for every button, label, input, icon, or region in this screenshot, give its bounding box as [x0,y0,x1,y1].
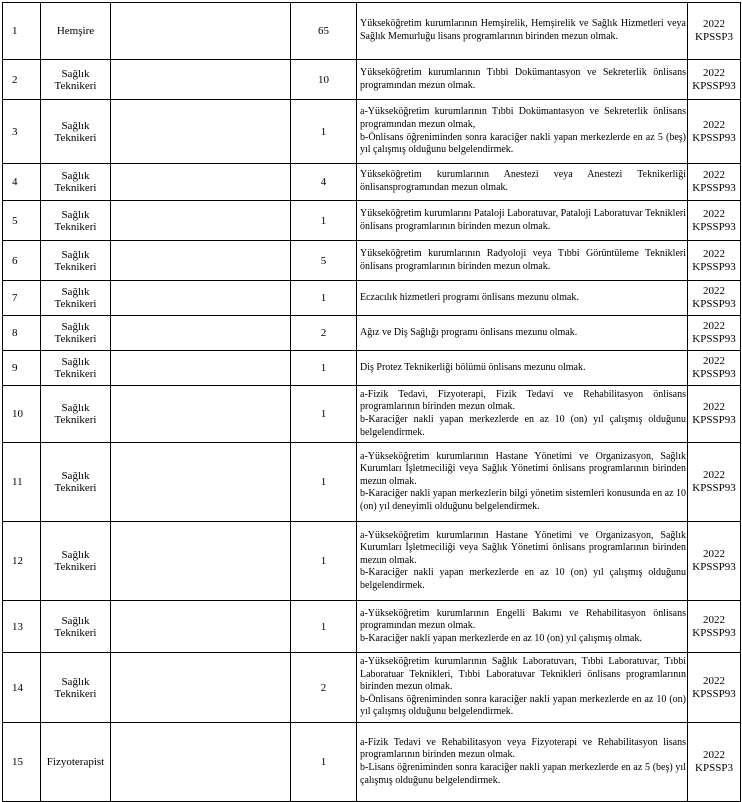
exam-type: KPSSP93 [692,333,736,345]
requirements-cell [357,60,688,100]
table-row [3,443,741,522]
position-table [2,2,741,802]
position-count-cell: 2 [291,653,357,723]
exam-year: 2022 [703,320,725,333]
exam-year: 2022 [703,118,725,131]
requirement-text: b-Karaciğer nakli yapan merkezlerde en az 10 (on) yıl çalışmış olduğunu belgelendirmek. [360,567,686,591]
position-title-cell: Sağlık Teknikeri [41,281,111,316]
blank-cell [111,281,291,316]
requirements-cell [357,201,688,241]
exam-reference-cell [688,100,741,164]
position-count-cell: 65 [291,3,357,60]
exam-reference-cell [688,522,741,601]
requirement-text: Eczacılık hizmetleri programı önlisans mezunu olmak. [360,291,579,303]
requirement-text: a-Yükseköğretim kurumlarının Hastane Yönetimi ve Organizasyon, Sağlık Kurumları İşletmeciliği veya Sağlık Yönetimi önlisans programlarının birinden mezun olmak. [360,450,686,487]
position-title-cell: Sağlık Teknikeri [41,100,111,164]
position-count-cell: 1 [291,601,357,653]
requirement-text: b-Karaciğer nakli yapan merkezlerin bilgi yönetim sistemleri konusunda en az 10 (on) yıl deneyimli olduğunu belgelendirmek. [360,488,687,512]
exam-type: KPSSP93 [692,687,736,700]
table-row [3,201,741,241]
position-count-cell: 2 [291,316,357,351]
position-title-cell: Sağlık Teknikeri [41,386,111,443]
position-count-cell: 1 [291,100,357,164]
exam-type: KPSSP93 [692,220,736,233]
blank-cell [111,601,291,653]
requirement-text: Yükseköğretim kurumlarının Hemşirelik, Hemşirelik ve Sağlık Hizmetleri veya Sağlık Memurluğu lisans programlarının birinden mezun olmak. [360,18,686,42]
requirement-text: Ağız ve Diş Sağlığı programı önlisans mezunu olmak. [360,326,578,338]
position-title-cell: Fizyoterapist [41,723,111,802]
row-number-cell: 4 [3,164,41,201]
requirements-cell [357,3,688,60]
position-count-cell: 1 [291,522,357,601]
blank-cell [111,522,291,601]
blank-cell [111,3,291,60]
requirement-text: Yükseköğretim kurumlarını Pataloji Laboratuvar, Pataloji Laboratuvar Teknikleri önlisans programlarının birinden mezun olmak. [360,207,686,232]
position-count-cell: 1 [291,443,357,522]
position-title-cell: Sağlık Teknikeri [41,164,111,201]
exam-year: 2022 [703,285,725,298]
row-number-cell: 6 [3,241,41,281]
exam-reference-cell [688,723,741,802]
row-number-cell: 13 [3,601,41,653]
row-number-cell: 15 [3,723,41,802]
exam-type: KPSSP93 [692,626,736,639]
requirement-text: b-Karaciğer nakli yapan merkezlerde en az 10 (on) yıl çalışmış olduğunu belgelendirmek. [360,414,686,438]
requirement-text: Yükseköğretim kurumlarının Radyoloji veya Tıbbi Görüntüleme Teknikleri önlisans programlarının birinden mezun olmak. [360,247,686,272]
exam-year: 2022 [703,401,725,414]
table-row [3,386,741,443]
position-title-cell: Sağlık Teknikeri [41,522,111,601]
blank-cell [111,386,291,443]
requirement-text: a-Yükseköğretim kurumlarının Tıbbi Dokümantasyon ve Sekreterlik önlisans programından mezun olmak, [360,106,686,130]
exam-reference-cell [688,351,741,386]
exam-type: KPSSP93 [692,482,736,494]
requirement-text: a-Yükseköğretim kurumlarının Sağlık Laboratuvarı, Tıbbi Laboratuvar, Tıbbi Laboratuar Teknikleri, Tıbbi Laboratuvar Teknikleri önlisans programlarının birinden mezun olmak. [360,656,686,693]
exam-reference-cell [688,443,741,522]
position-count-cell: 10 [291,60,357,100]
row-number-cell: 12 [3,522,41,601]
table-row [3,723,741,802]
blank-cell [111,653,291,723]
table-row [3,100,741,164]
exam-year: 2022 [703,169,725,182]
requirements-cell [357,100,688,164]
requirement-text: a-Yükseköğretim kurumlarının Hastane Yönetimi ve Organizasyon, Sağlık Kurumları İşletmeciliği veya Sağlık Yönetimi önlisans programlarının birinden mezun olmak. [360,529,686,566]
exam-type: KPSSP93 [692,298,736,310]
exam-year: 2022 [703,247,725,260]
exam-year: 2022 [703,207,725,220]
table-row [3,281,741,316]
requirement-text: Yükseköğretim kurumlarının Tıbbi Dokümantasyon ve Sekreterlik önlisans programından mezun olmak. [360,66,686,91]
table-row [3,60,741,100]
blank-cell [111,100,291,164]
requirements-cell [357,164,688,201]
requirements-cell [357,443,688,522]
exam-reference-cell [688,201,741,241]
requirement-text: a-Fizik Tedavi ve Rehabilitasyon veya Fizyoterapi ve Rehabilitasyon lisans programlarının birinden mezun olmak. [360,736,686,761]
requirements-cell [357,653,688,723]
table-row [3,164,741,201]
blank-cell [111,241,291,281]
position-title-cell: Hemşire [41,3,111,60]
exam-year: 2022 [703,469,725,482]
requirement-text: Yükseköğretim kurumlarının Anestezi veya Anestezi Teknikerliği önlisansprogramından mezun olmak. [360,169,686,193]
requirement-text: b-Önlisans öğreniminden sonra karaciğer nakli yapan merkezlerde en az 10 (on) yıl çalışmış olduğunu belgelendirmek. [360,693,686,718]
requirement-text: a-Yükseköğretim kurumlarının Engelli Bakımı ve Rehabilitasyon önlisans programından mezun olmak. [360,607,686,632]
table-row [3,522,741,601]
blank-cell [111,443,291,522]
requirement-text: b-Önlisans öğreniminden sonra karaciğer nakli yapan merkezlerde en az 5 (beş) yıl çalışmış olduğunu belgelendirmek. [360,131,686,156]
row-number-cell: 9 [3,351,41,386]
exam-type: KPSSP3 [695,31,733,43]
requirements-cell [357,281,688,316]
requirements-cell [357,351,688,386]
exam-type: KPSSP93 [692,131,736,144]
row-number-cell: 7 [3,281,41,316]
position-count-cell: 5 [291,241,357,281]
exam-reference-cell [688,601,741,653]
row-number-cell: 14 [3,653,41,723]
row-number-cell: 5 [3,201,41,241]
position-title-cell: Sağlık Teknikeri [41,601,111,653]
exam-type: KPSSP93 [692,260,736,273]
exam-type: KPSSP93 [692,561,736,573]
position-count-cell: 1 [291,201,357,241]
position-count-cell: 1 [291,281,357,316]
position-count-cell: 4 [291,164,357,201]
requirements-cell [357,601,688,653]
exam-reference-cell [688,3,741,60]
requirements-cell [357,522,688,601]
exam-reference-cell [688,164,741,201]
requirement-text: b-Lisans öğreniminden sonra karaciğer nakli yapan merkezlerde en az 5 (beş) yıl çalışmış olduğunu belgelendirmek. [360,762,686,786]
exam-year: 2022 [703,66,725,79]
exam-type: KPSSP3 [695,762,733,774]
requirement-text: b-Karaciğer nakli yapan merkezlerde en az 10 (on) yıl çalışmış olmak. [360,632,642,644]
exam-reference-cell [688,60,741,100]
requirements-cell [357,723,688,802]
exam-year: 2022 [703,355,725,368]
exam-year: 2022 [703,613,725,626]
exam-year: 2022 [703,548,725,561]
position-table-document [2,2,741,802]
requirements-cell [357,386,688,443]
position-title-cell: Sağlık Teknikeri [41,316,111,351]
position-title-cell: Sağlık Teknikeri [41,60,111,100]
row-number-cell: 10 [3,386,41,443]
blank-cell [111,201,291,241]
exam-year: 2022 [703,18,725,31]
exam-reference-cell [688,386,741,443]
position-title-cell: Sağlık Teknikeri [41,241,111,281]
position-count-cell: 1 [291,723,357,802]
exam-reference-cell [688,281,741,316]
position-count-cell: 1 [291,386,357,443]
blank-cell [111,316,291,351]
requirement-text: a-Fizik Tedavi, Fizyoterapi, Fizik Tedavi ve Rehabilitasyon önlisans programlarının birinden mezun olmak. [360,388,686,413]
row-number-cell: 8 [3,316,41,351]
position-title-cell: Sağlık Teknikeri [41,443,111,522]
exam-type: KPSSP93 [692,182,736,194]
row-number-cell: 3 [3,100,41,164]
requirements-cell [357,241,688,281]
blank-cell [111,351,291,386]
blank-cell [111,60,291,100]
table-row [3,601,741,653]
requirement-text: Diş Protez Teknikerliği bölümü önlisans mezunu olmak. [360,361,586,373]
exam-reference-cell [688,316,741,351]
position-title-cell: Sağlık Teknikeri [41,653,111,723]
blank-cell [111,164,291,201]
exam-reference-cell [688,241,741,281]
position-title-cell: Sağlık Teknikeri [41,201,111,241]
table-row [3,241,741,281]
blank-cell [111,723,291,802]
exam-year: 2022 [703,749,725,762]
row-number-cell: 2 [3,60,41,100]
exam-type: KPSSP93 [692,414,736,426]
table-row [3,316,741,351]
table-row [3,351,741,386]
requirements-cell [357,316,688,351]
position-count-cell: 1 [291,351,357,386]
exam-year: 2022 [703,674,725,687]
exam-type: KPSSP93 [692,368,736,380]
row-number-cell: 11 [3,443,41,522]
exam-type: KPSSP93 [692,79,736,92]
exam-reference-cell [688,653,741,723]
row-number-cell: 1 [3,3,41,60]
table-row [3,3,741,60]
table-row [3,653,741,723]
position-title-cell: Sağlık Teknikeri [41,351,111,386]
